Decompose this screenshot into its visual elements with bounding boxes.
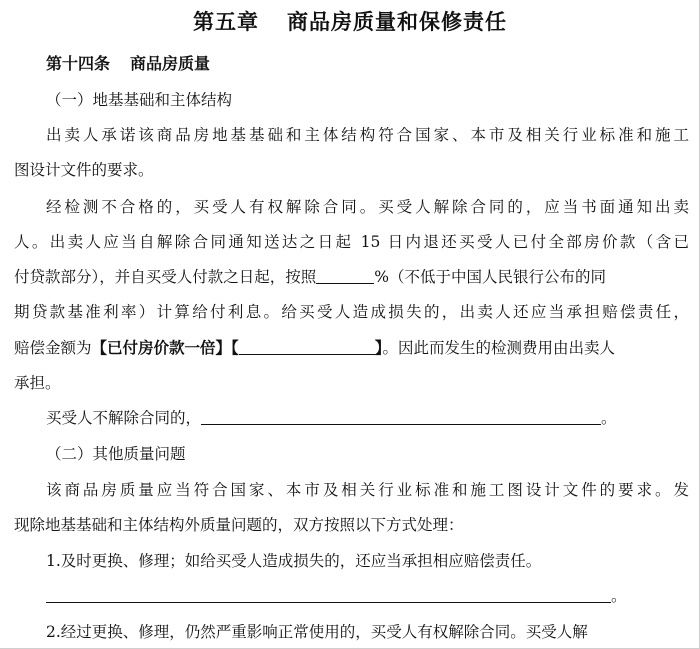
line-text: 付贷款部分），并自买受人付款之日起，按照	[14, 268, 317, 286]
compensation-option: 【已付房价款一倍】【	[91, 338, 239, 357]
paragraph-line	[46, 408, 691, 428]
chapter-title	[0, 6, 700, 36]
paragraph-line: 图设计文件的要求。	[14, 161, 154, 179]
period: 。	[601, 409, 617, 427]
paragraph-line: 经检测不合格的，买受人有权解除合同。买受人解除合同的，应当书面通知出卖	[46, 198, 689, 216]
section-heading-other: （二）其他质量问题	[46, 445, 186, 463]
non-termination-blank[interactable]	[201, 408, 601, 425]
paragraph-line: 出卖人承诺该商品房地基基础和主体结构符合国家、本市及相关行业标准和施工	[46, 126, 689, 144]
bracket-close: 】	[374, 338, 383, 357]
chapter-number: 第五章	[193, 9, 259, 34]
list-item: 2.经过更换、修理，仍然严重影响正常使用的，买受人有权解除合同。买受人解	[46, 623, 588, 641]
paragraph-line	[46, 586, 691, 606]
period: 。	[611, 587, 627, 605]
line-text: 赔偿金额为	[14, 339, 92, 357]
line-text: 买受人不解除合同的，	[46, 409, 202, 427]
list-item: 1.及时更换、修理；如给买受人造成损失的，还应当承担相应赔偿责任。	[46, 552, 542, 570]
paragraph-line: 承担。	[14, 374, 61, 392]
line-text: 。因此而发生的检测费用由出卖人	[382, 339, 616, 357]
section-heading-foundation: （一）地基基础和主体结构	[46, 91, 233, 109]
paragraph-line	[14, 267, 691, 287]
article-number: 第十四条	[46, 54, 111, 73]
line-text: %（不低于中国人民银行公布的同	[374, 268, 606, 286]
paragraph-line: 该商品房质量应当符合国家、本市及相关行业标准和施工图设计文件的要求。发	[46, 481, 689, 499]
paragraph-line: 期贷款基准利率）计算给付利息。给买受人造成损失的，出卖人还应当承担赔偿责任，	[14, 303, 689, 321]
item1-blank[interactable]	[46, 586, 611, 603]
chapter-name: 商品房质量和保修责任	[287, 9, 507, 34]
article-name: 商品房质量	[130, 54, 211, 73]
paragraph-line: 现除地基基础和主体结构外质量问题的，双方按照以下方式处理：	[14, 516, 464, 534]
interest-rate-blank[interactable]	[316, 267, 374, 284]
paragraph-line	[14, 338, 691, 358]
paragraph-line: 人。出卖人应当自解除合同通知送达之日起 15 日内退还买受人已付全部房价款（含已	[14, 233, 689, 251]
compensation-blank[interactable]	[239, 338, 375, 355]
article-heading	[46, 54, 691, 74]
